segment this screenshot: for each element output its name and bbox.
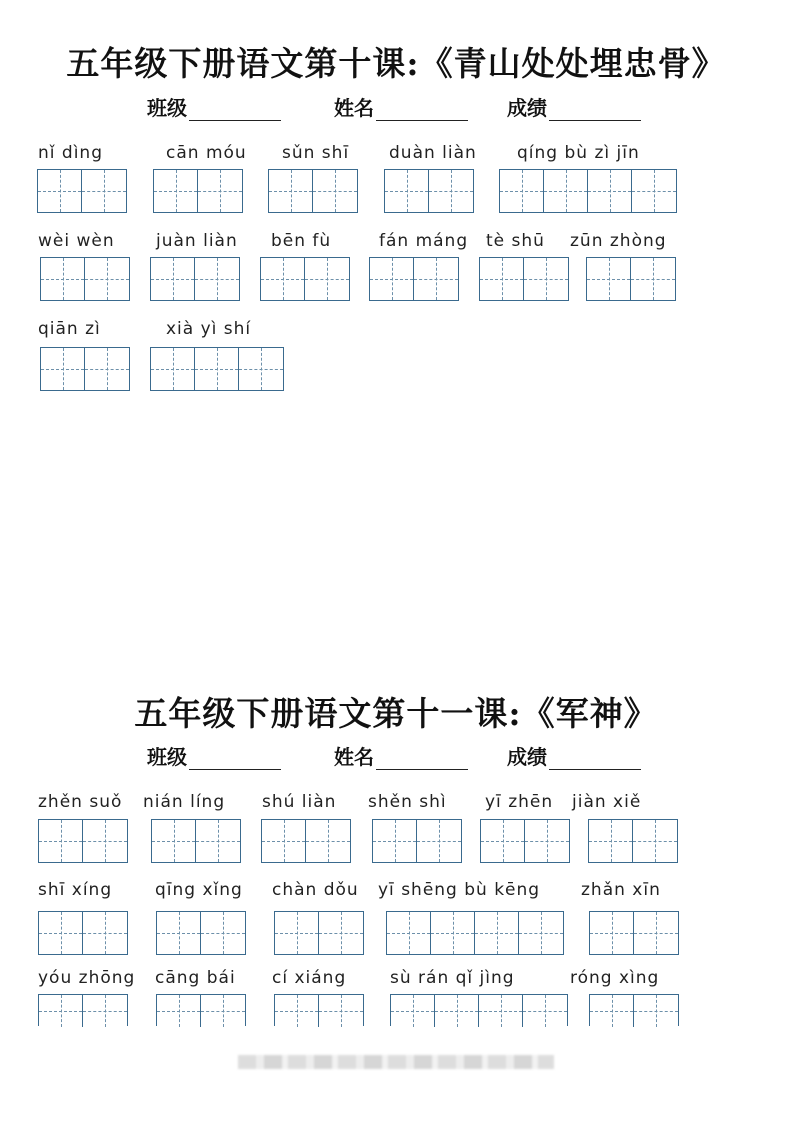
pinyin-label: nián líng [143, 792, 226, 812]
class-blank[interactable] [189, 98, 281, 121]
pinyin-label: cí xiáng [272, 968, 347, 988]
writing-boxes[interactable] [261, 819, 351, 863]
pinyin-label: duàn liàn [389, 143, 477, 163]
writing-boxes[interactable] [38, 819, 128, 863]
writing-boxes[interactable] [589, 911, 679, 955]
pinyin-label: fán máng [379, 231, 469, 251]
writing-boxes[interactable] [499, 169, 677, 213]
name-label: 姓名 [334, 96, 374, 120]
writing-boxes[interactable] [386, 911, 564, 955]
writing-boxes[interactable] [274, 911, 364, 955]
blurred-watermark [238, 1055, 554, 1069]
writing-boxes[interactable] [480, 819, 570, 863]
score-blank[interactable] [549, 747, 641, 770]
writing-boxes[interactable] [588, 819, 678, 863]
pinyin-label: cān móu [166, 143, 247, 163]
pinyin-label: juàn liàn [156, 231, 238, 251]
pinyin-label: shú liàn [262, 792, 337, 812]
sheet1-title: 五年级下册语文第十课:《青山处处埋忠骨》 [66, 44, 726, 83]
class-blank[interactable] [189, 747, 281, 770]
pinyin-label: nǐ dìng [38, 143, 103, 163]
writing-boxes[interactable] [156, 994, 246, 1026]
pinyin-label: shěn shì [368, 792, 447, 812]
writing-boxes[interactable] [38, 994, 128, 1026]
writing-boxes[interactable] [384, 169, 474, 213]
pinyin-label: sǔn shī [282, 143, 350, 163]
pinyin-label: yī zhēn [485, 792, 554, 812]
writing-boxes[interactable] [268, 169, 358, 213]
class-label: 班级 [147, 96, 187, 120]
class-label: 班级 [147, 745, 187, 769]
name-label: 姓名 [334, 745, 374, 769]
writing-boxes[interactable] [369, 257, 459, 301]
pinyin-label: qīng xǐng [155, 880, 243, 900]
pinyin-label: shī xíng [38, 880, 113, 900]
name-blank[interactable] [376, 98, 468, 121]
writing-boxes[interactable] [38, 911, 128, 955]
pinyin-label: xià yì shí [166, 319, 252, 339]
score-blank[interactable] [549, 98, 641, 121]
writing-boxes[interactable] [40, 347, 130, 391]
score-label: 成绩 [507, 96, 547, 120]
pinyin-label: róng xìng [570, 968, 660, 988]
name-blank[interactable] [376, 747, 468, 770]
writing-boxes[interactable] [589, 994, 679, 1026]
pinyin-label: chàn dǒu [272, 880, 359, 900]
writing-boxes[interactable] [390, 994, 568, 1026]
pinyin-label: jiàn xiě [572, 792, 642, 812]
pinyin-label: sù rán qǐ jìng [390, 968, 515, 988]
writing-boxes[interactable] [150, 347, 284, 391]
pinyin-label: cāng bái [155, 968, 236, 988]
pinyin-label: qíng bù zì jīn [517, 143, 640, 163]
writing-boxes[interactable] [260, 257, 350, 301]
pinyin-label: bēn fù [271, 231, 332, 251]
writing-boxes[interactable] [150, 257, 240, 301]
writing-boxes[interactable] [153, 169, 243, 213]
writing-boxes[interactable] [151, 819, 241, 863]
pinyin-label: wèi wèn [38, 231, 115, 251]
writing-boxes[interactable] [274, 994, 364, 1026]
writing-boxes[interactable] [156, 911, 246, 955]
pinyin-label: zhěn suǒ [38, 792, 123, 812]
writing-boxes[interactable] [372, 819, 462, 863]
sheet2-fields [0, 741, 792, 771]
sheet2-title: 五年级下册语文第十一课:《军神》 [134, 694, 658, 733]
pinyin-label: tè shū [486, 231, 545, 251]
pinyin-label: yóu zhōng [38, 968, 136, 988]
sheet1-fields [0, 92, 792, 122]
pinyin-label: zūn zhòng [570, 231, 667, 251]
pinyin-label: yī shēng bù kēng [378, 880, 541, 900]
pinyin-label: qiān zì [38, 319, 101, 339]
writing-boxes[interactable] [586, 257, 676, 301]
writing-boxes[interactable] [40, 257, 130, 301]
writing-boxes[interactable] [37, 169, 127, 213]
writing-boxes[interactable] [479, 257, 569, 301]
pinyin-label: zhǎn xīn [581, 880, 661, 900]
score-label: 成绩 [507, 745, 547, 769]
